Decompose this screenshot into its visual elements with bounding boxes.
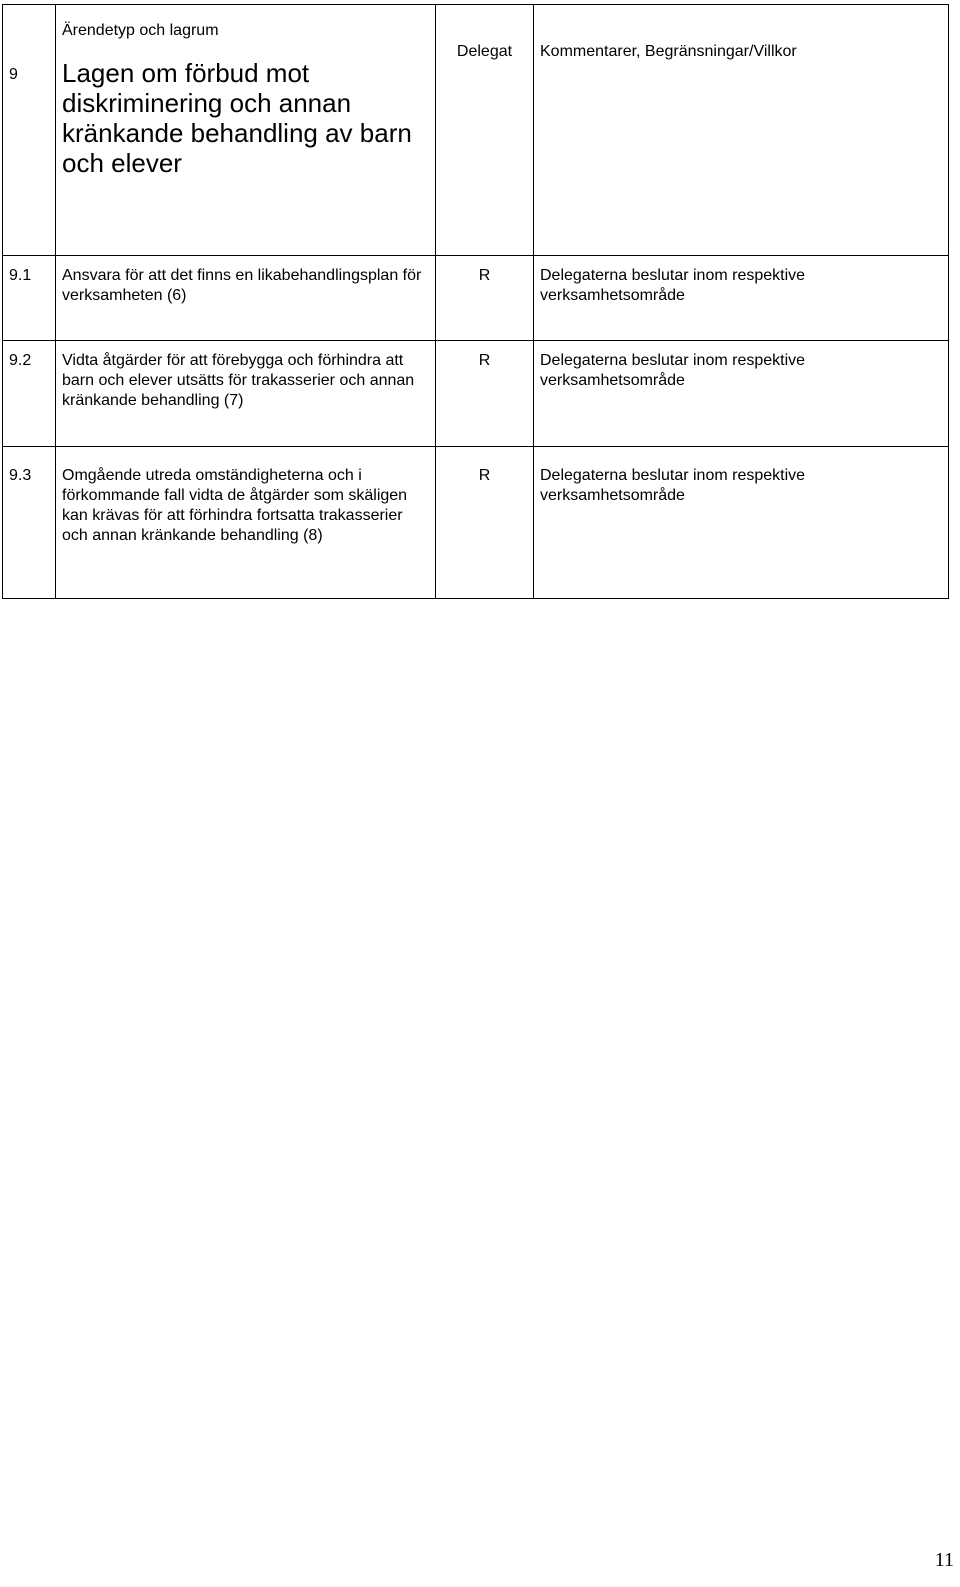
section-title: Lagen om förbud mot diskriminering och annan kränkande behandling av barn och elever [62,58,412,178]
row-description: Ansvara för att det finns en likabehandlingsplan för verksamheten (6) [56,256,436,341]
delegat-header: Delegat [436,5,534,256]
table-header-row [3,5,949,256]
comment-header: Kommentarer, Begränsningar/Villkor [534,5,949,256]
delegation-table [2,4,949,599]
section-header-cell [56,5,436,256]
row-number: 9.2 [3,341,56,447]
row-number: 9.3 [3,447,56,599]
type-label: Ärendetyp och lagrum [62,22,219,39]
row-comment: Delegaterna beslutar inom respektive verksamhetsområde [534,447,949,599]
row-delegat: R [436,256,534,341]
page-number: 11 [934,1549,954,1571]
row-description: Vidta åtgärder för att förebygga och förhindra att barn och elever utsätts för trakasserier och annan kränkande behandling (7) [56,341,436,447]
table-row [3,341,949,447]
row-comment: Delegaterna beslutar inom respektive verksamhetsområde [534,256,949,341]
row-delegat: R [436,341,534,447]
table-row [3,447,949,599]
row-description: Omgående utreda omständigheterna och i förkommande fall vidta de åtgärder som skäligen kan krävas för att förhindra fortsatta trakasserier och annan kränkande behandling (8) [56,447,436,599]
row-delegat: R [436,447,534,599]
row-comment: Delegaterna beslutar inom respektive verksamhetsområde [534,341,949,447]
row-number: 9.1 [3,256,56,341]
section-number: 9 [3,5,56,256]
table-row [3,256,949,341]
